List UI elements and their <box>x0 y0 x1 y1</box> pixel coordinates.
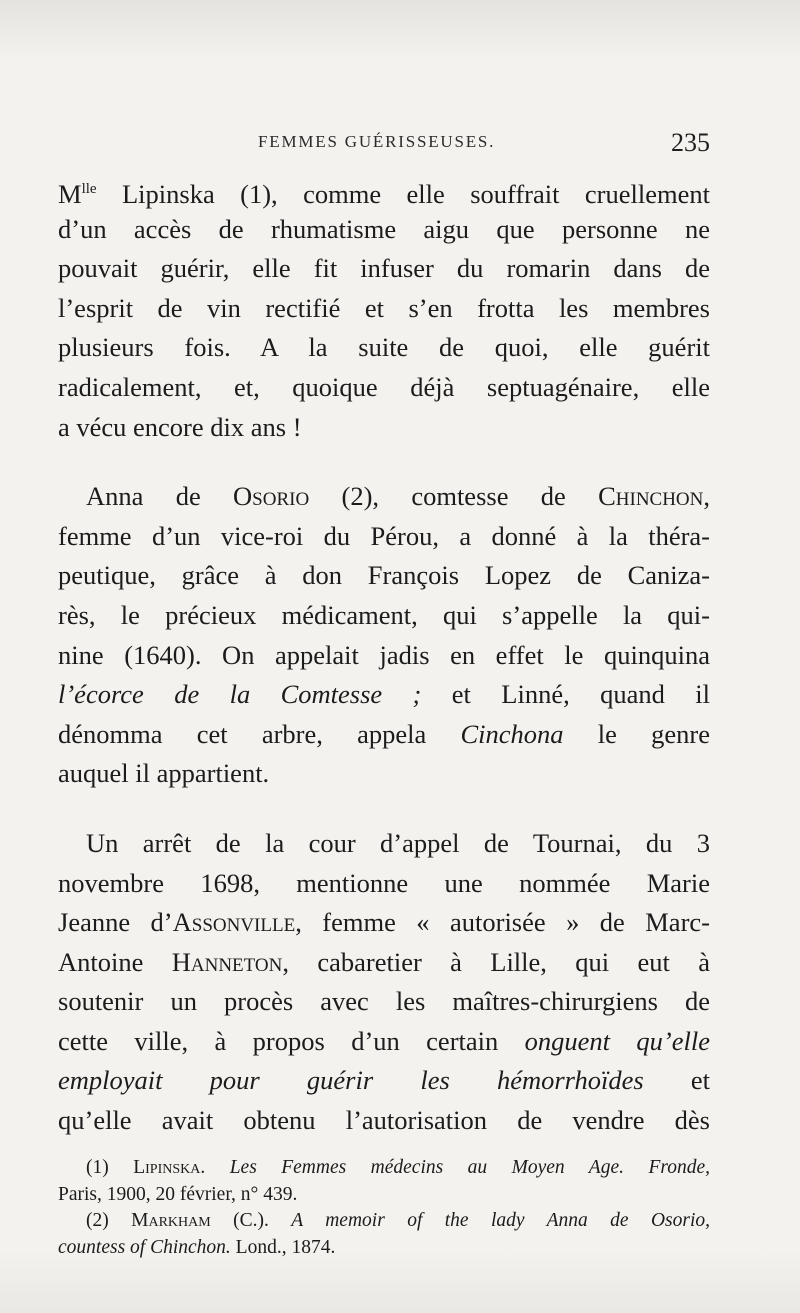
text-line: novembre 1698, mentionne une nommée Marie <box>58 867 710 898</box>
text-span: et Linné, quand il <box>421 679 710 710</box>
small-caps-name: Assonville <box>172 907 296 938</box>
text-line: l’esprit de vin rectifié et s’en frotta les membres <box>58 292 710 323</box>
italic-text: Les Femmes médecins au Moyen Age. Fronde, <box>229 1157 710 1178</box>
small-caps-name: Osorio <box>233 481 310 512</box>
small-caps-name: Lipinska <box>133 1157 201 1178</box>
text-span: Antoine <box>58 946 172 977</box>
paragraph-gap <box>58 794 710 824</box>
small-caps-name: Markham <box>131 1210 211 1231</box>
text-line <box>58 477 710 517</box>
body-text <box>58 170 710 1141</box>
text-line: a vécu encore dix ans ! <box>58 411 302 442</box>
paragraph-gap <box>58 447 710 477</box>
text-line <box>58 1022 710 1062</box>
text-span: M <box>58 178 82 209</box>
text-span: cette ville, à propos d’un certain <box>58 1025 525 1056</box>
text-span: (C.). <box>210 1210 292 1231</box>
text-line: plusieurs fois. A la suite de quoi, elle guérit <box>58 332 710 363</box>
paragraph-osorio <box>58 477 710 794</box>
text-line <box>58 170 710 210</box>
text-span: dénomma cet arbre, appela <box>58 718 461 749</box>
superscript: lle <box>81 181 97 197</box>
text-line <box>58 675 710 715</box>
italic-text: countess of Chinchon. <box>58 1236 231 1258</box>
text-line: Un arrêt de la cour d’appel de Tournai, du 3 <box>86 827 710 858</box>
small-caps-name: Hanneton <box>171 946 283 977</box>
text-line: peutique, grâce à don François Lopez de Caniza- <box>58 560 710 591</box>
text-line: d’un accès de rhumatisme aigu que personne ne <box>58 213 710 244</box>
italic-text: Cinchona <box>460 718 564 749</box>
text-span: Lond., 1874. <box>230 1236 336 1258</box>
italic-text: l’écorce de la Comtesse ; <box>58 679 422 710</box>
text-span: . <box>200 1157 230 1178</box>
text-span: Anna de <box>86 481 234 512</box>
text-line <box>58 943 710 983</box>
text-span: , femme « autorisée » de Marc- <box>295 907 710 938</box>
text-span: et <box>643 1065 711 1096</box>
text-line <box>58 903 710 943</box>
text-line: nine (1640). On appelait jadis en effet le quinquina <box>58 639 710 670</box>
footnote-2-cont <box>58 1235 710 1262</box>
small-caps-name: Chinchon <box>598 481 704 512</box>
text-line: pouvait guérir, elle fit infuser du romarin dans de <box>58 253 710 284</box>
page-header <box>58 128 710 162</box>
text-span: Jeanne d’ <box>58 907 173 938</box>
text-line: radicalement, et, quoique déjà septuagénaire, elle <box>58 371 710 402</box>
text-span: , <box>703 481 710 512</box>
italic-text: onguent qu’elle <box>524 1025 710 1056</box>
text-line: rès, le précieux médicament, qui s’appelle la qui- <box>58 599 710 630</box>
paragraph-tournai <box>58 824 710 1141</box>
italic-text: A memoir of the lady Anna de Osorio, <box>291 1210 710 1231</box>
running-title: FEMMES GUÉRISSEUSES. <box>258 132 496 151</box>
footnotes <box>58 1155 710 1261</box>
footnote-1 <box>58 1155 710 1182</box>
footnote-1-cont: Paris, 1900, 20 février, n° 439. <box>58 1183 298 1205</box>
footnote-2 <box>58 1208 710 1235</box>
footnote-marker: (2) <box>86 1210 132 1231</box>
text-line: auquel il appartient. <box>58 758 270 789</box>
italic-text: employait pour guérir les hémorrhoïdes <box>58 1065 644 1096</box>
text-span: le genre <box>563 718 710 749</box>
text-line: qu’elle avait obtenu l’autorisation de vendre dès <box>58 1105 710 1136</box>
text-line: femme d’un vice-roi du Pérou, a donné à la théra- <box>58 520 710 551</box>
paragraph-lipinska <box>58 170 710 447</box>
page-number: 235 <box>671 128 710 157</box>
text-span: (2), comtesse de <box>309 481 599 512</box>
footnote-marker: (1) <box>86 1157 134 1178</box>
text-span: , cabaretier à Lille, qui eut à <box>282 946 710 977</box>
text-line: soutenir un procès avec les maîtres-chirurgiens de <box>58 986 710 1017</box>
text-line <box>58 1061 710 1101</box>
text-span: Lipinska (1), comme elle souffrait cruellement <box>96 178 710 209</box>
text-line <box>58 715 710 755</box>
